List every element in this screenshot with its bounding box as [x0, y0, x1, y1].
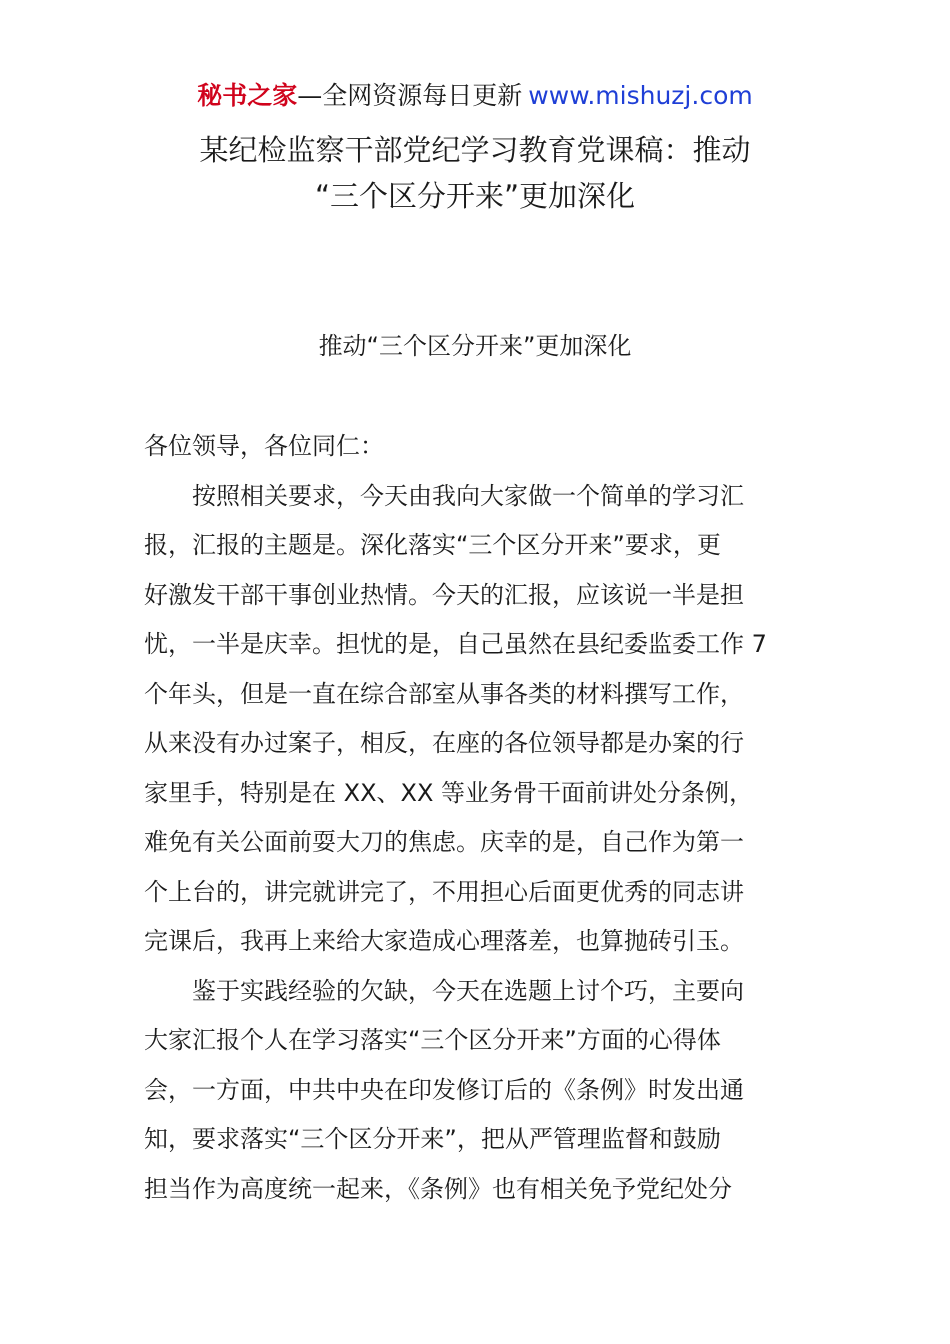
document-body	[144, 422, 808, 1214]
brand-name: 秘书之家	[197, 81, 298, 110]
body-line: 个上台的，讲完就讲完了，不用担心后面更优秀的同志讲	[144, 877, 744, 906]
body-line: 鉴于实践经验的欠缺，今天在选题上讨个巧，主要向	[192, 976, 744, 1005]
body-line: 个年头，但是一直在综合部室从事各类的材料撰写工作，	[144, 679, 744, 708]
greeting-line: 各位领导，各位同仁：	[144, 432, 384, 460]
body-line: 担当作为高度统一起来，《条例》也有相关免予党纪处分	[144, 1174, 732, 1203]
body-line: 从来没有办过案子，相反，在座的各位领导都是办案的行	[144, 729, 744, 757]
body-line: 难免有关公面前耍大刀的焦虑。庆幸的是，自己作为第一	[144, 828, 744, 856]
body-line: 大家汇报个人在学习落实“三个区分开来”方面的心得体	[144, 1026, 721, 1054]
site-header	[0, 79, 950, 113]
document-title-line-2: “三个区分开来”更加深化	[314, 179, 636, 213]
body-line: 家里手，特别是在 XX、XX 等业务骨干面前讲处分条例，	[144, 778, 754, 807]
body-line: 按照相关要求，今天由我向大家做一个简单的学习汇	[192, 481, 744, 510]
section-title: 推动“三个区分开来”更加深化	[318, 332, 632, 360]
body-line: 报，汇报的主题是。深化落实“三个区分开来”要求，更	[144, 531, 721, 559]
body-line: 完课后，我再上来给大家造成心理落差，也算抛砖引玉。	[144, 927, 744, 955]
body-line: 会，一方面，中共中央在印发修订后的《条例》时发出通	[144, 1075, 744, 1104]
document-title-line-1: 某纪检监察干部党纪学习教育党课稿：推动	[199, 133, 751, 167]
document-title	[0, 127, 950, 219]
body-line: 知，要求落实“三个区分开来”，把从严管理监督和鼓励	[144, 1125, 721, 1153]
site-url-link[interactable]: www.mishuzj.com	[528, 81, 753, 110]
header-tagline: —全网资源每日更新	[297, 81, 523, 110]
body-line: 好激发干部干事创业热情。今天的汇报，应该说一半是担	[144, 580, 744, 609]
body-line: 忧，一半是庆幸。担忧的是，自己虽然在县纪委监委工作 7	[144, 630, 767, 658]
